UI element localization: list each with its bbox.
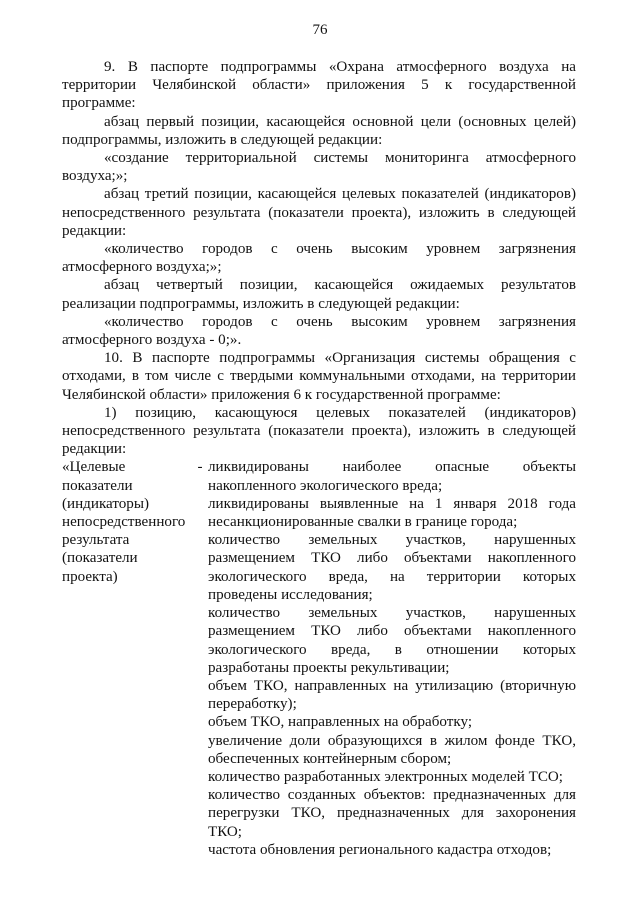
indicator-item: объем ТКО, направленных на обработку; xyxy=(208,714,473,731)
indicator-item: количество разработанных электронных моделей ТСО; xyxy=(208,768,563,785)
page-number: 76 xyxy=(312,22,328,38)
label-line: проекта) xyxy=(62,568,118,585)
indicator-item: объем ТКО, направленных на утилизацию (вторичную переработку); xyxy=(208,677,576,713)
indicator-table-label xyxy=(62,458,192,858)
paragraph: 9. В паспорте подпрограммы «Охрана атмосферного воздуха на территории Челябинской области» приложения 5 к государственной программе: xyxy=(62,59,576,112)
indicator-item: количество земельных участков, нарушенных размещением ТКО либо объектами накопленного экологического вреда, на территории которых проведены исследования; xyxy=(208,532,576,603)
paragraph: «создание территориальной системы мониторинга атмосферного воздуха;»; xyxy=(62,150,576,185)
paragraph: 1) позицию, касающуюся целевых показателей (индикаторов) непосредственного результата (показатели проекта), изложить в следующей редакции: xyxy=(62,404,576,458)
indicator-item: количество земельных участков, нарушенных размещением ТКО либо объектами накопленного экологического вреда, в отношении которых разработаны проекты рекультивации; xyxy=(208,605,576,676)
indicator-table xyxy=(62,458,576,858)
indicator-item: увеличение доли образующихся в жилом фонде ТКО, обеспеченных контейнерным сбором; xyxy=(208,732,576,767)
indicator-item: количество созданных объектов: предназначенных для перегрузки ТКО, предназначенных для захоронения ТКО; xyxy=(208,787,576,840)
label-line: «Целевые xyxy=(62,459,126,476)
label-line: (индикаторы) xyxy=(62,495,150,512)
paragraph: «количество городов с очень высоким уровнем загрязнения атмосферного воздуха;»; xyxy=(62,241,576,276)
indicator-item: ликвидированы наиболее опасные объекты накопленного экологического вреда; xyxy=(208,459,576,494)
paragraph: 10. В паспорте подпрограммы «Организация системы обращения с отходами, в том числе с твердыми коммунальными отходами, на территории Челябинской области» приложения 6 к государственной программе: xyxy=(62,350,576,403)
indicator-item: частота обновления регионального кадастра отходов; xyxy=(208,841,552,858)
paragraph: абзац четвертый позиции, касающейся ожидаемых результатов реализации подпрограммы, изложить в следующей редакции: xyxy=(62,277,576,312)
indicator-list xyxy=(208,458,576,858)
paragraph: абзац первый позиции, касающейся основной цели (основных целей) подпрограммы, изложить в следующей редакции: xyxy=(62,113,576,148)
label-line: результата xyxy=(62,532,130,549)
paragraph: «количество городов с очень высоким уровнем загрязнения атмосферного воздуха - 0;». xyxy=(62,313,576,349)
label-line: непосредственного xyxy=(62,514,186,531)
label-line: показатели xyxy=(62,477,133,494)
label-line: (показатели xyxy=(62,550,138,567)
indicator-item: ликвидированы выявленные на 1 января 2018 года несанкционированные свалки в границе города; xyxy=(208,495,576,531)
label-dash: - xyxy=(197,459,203,476)
document-body xyxy=(62,58,576,859)
paragraph: абзац третий позиции, касающейся целевых показателей (индикаторов) непосредственного результата (показатели проекта), изложить в следующей редакции: xyxy=(62,186,576,239)
